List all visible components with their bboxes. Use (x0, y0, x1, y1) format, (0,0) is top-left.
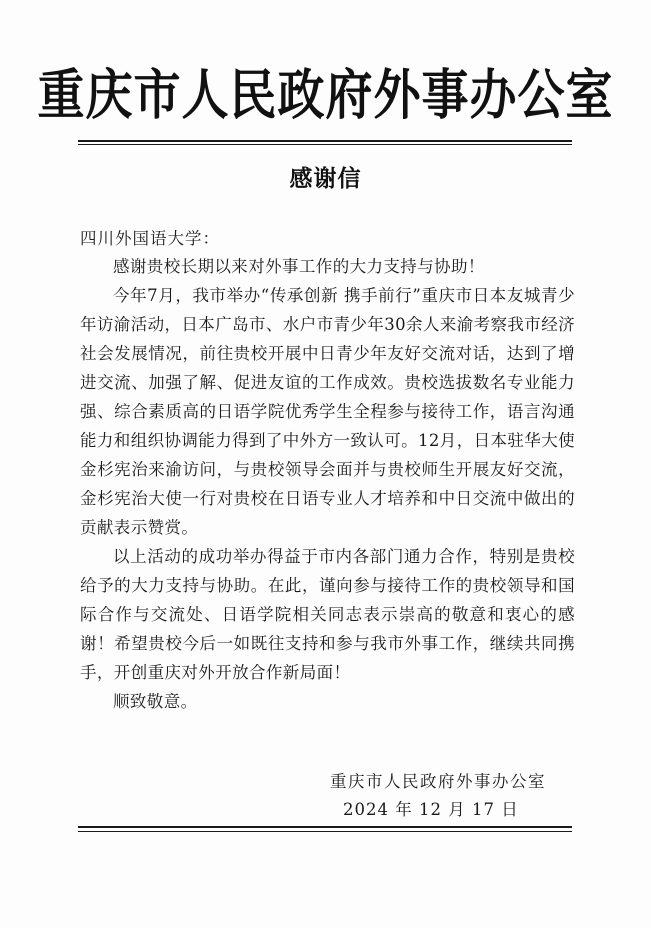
footer-rule-thick (78, 826, 572, 828)
signature-org: 重庆市人民政府外事办公室 (330, 772, 546, 791)
letterhead: 重庆市人民政府外事办公室 (37, 63, 614, 128)
paragraph: 以上活动的成功举办得益于市内各部门通力合作，特别是贵校给予的大力支持与协助。在此，谨向参与接待工作的贵校领导和国际合作与交流处、日语学院相关同志表示崇高的敬意和衷心的感谢！希望贵校今后一如既往支持和参与我市外事工作，继续共同携手，开创重庆对外开放合作新局面！ (80, 547, 575, 682)
signature-date: 2024 年 12 月 17 日 (343, 800, 519, 819)
paragraph: 今年7月，我市举办“传承创新 携手前行”重庆市日本友城青少年访渝活动，日本广岛市、水户市青少年30余人来渝考察我市经济社会发展情况，前往贵校开展中日青少年友好交流对话，达到了增进交流、加强了解、促进友谊的工作成效。贵校选拔数名专业能力强、综合素质高的日语学院优秀学生全程参与接待工作，语言沟通能力和组织协调能力得到了中外方一致认可。12月，日本驻华大使金杉宪治来渝访问，与贵校领导会面并与贵校师生开展友好交流，金杉宪治大使一行对贵校在日语专业人才培养和中日交流中做出的贡献表示赞赏。 (80, 286, 575, 537)
paragraph: 顺致敬意。 (113, 692, 198, 711)
header-rule-thin (78, 144, 572, 145)
salutation: 四川外国语大学： (80, 229, 220, 248)
header-rule-thick (78, 140, 572, 142)
letter-title: 感谢信 (289, 165, 362, 192)
footer-rule-thin (78, 831, 572, 832)
paragraph: 感谢贵校长期以来对外事工作的大力支持与协助！ (113, 257, 485, 276)
letter-body (80, 252, 575, 716)
